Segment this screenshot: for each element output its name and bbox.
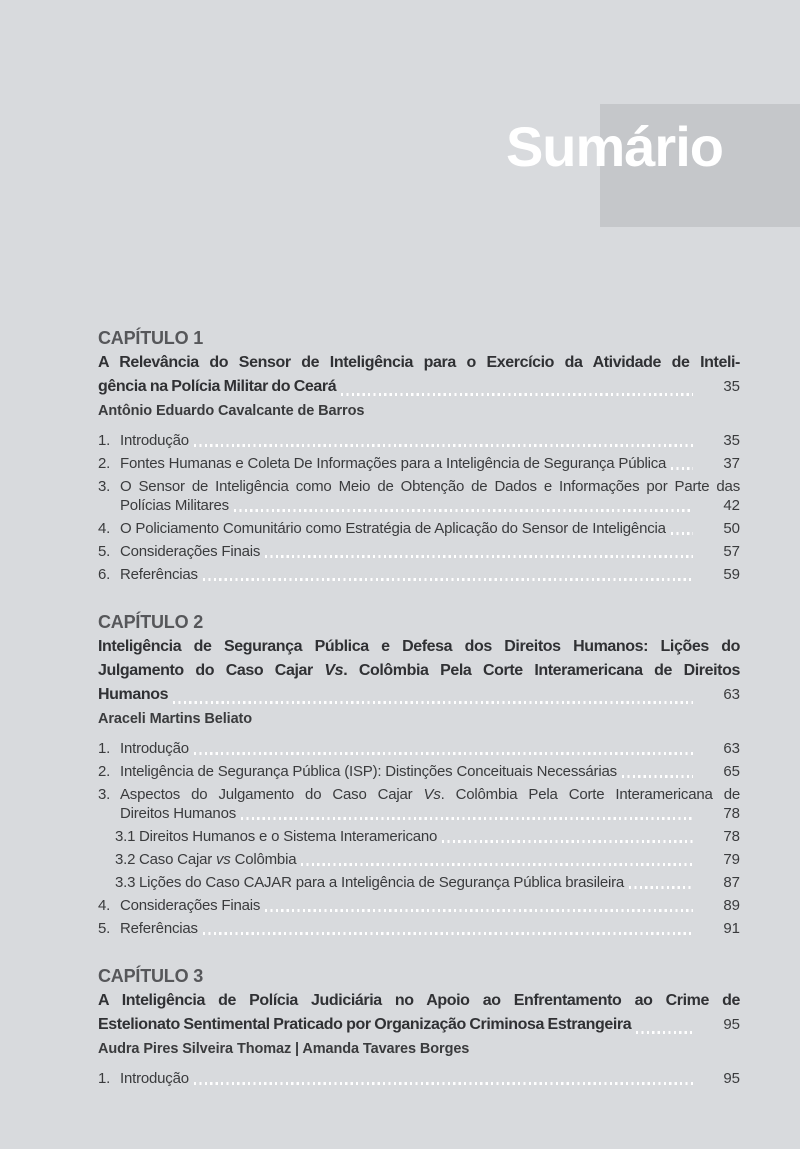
item-body (120, 431, 740, 450)
text-segment: Colômbia (230, 851, 297, 868)
text-segment: Fontes Humanas e Coleta De Informações para a Inteligência de Segurança Pública (120, 455, 667, 472)
toc-item (98, 785, 740, 823)
item-body (139, 850, 740, 869)
dot-leader (301, 863, 693, 866)
toc-item (115, 850, 740, 869)
item-number: 3.3 (115, 874, 136, 891)
page-number: 79 (723, 851, 740, 868)
toc-item (98, 762, 740, 781)
item-number: 2. (98, 763, 111, 780)
chapter-section (98, 964, 740, 1088)
item-line (120, 896, 740, 915)
toc-item (98, 739, 740, 758)
page-number: 50 (723, 520, 740, 537)
dot-leader (265, 555, 693, 558)
dot-leader (341, 393, 693, 396)
text-segment: Considerações Finais (120, 897, 261, 914)
text-segment: Inteligência de Segurança Pública (ISP): Distinções Conceituais Necessárias (120, 763, 617, 780)
text-segment: O Sensor de Inteligência como Meio de Obtenção de Dados e Informações por Parte das (120, 478, 740, 495)
item-text (120, 804, 236, 823)
toc-item (98, 431, 740, 450)
item-body (139, 827, 740, 846)
text-segment: Julgamento do Caso Cajar (98, 662, 325, 679)
item-number: 5. (98, 920, 111, 937)
text-segment: Direitos Humanos e o Sistema Interamericano (139, 828, 438, 845)
toc-item (98, 477, 740, 515)
item-text (120, 896, 260, 915)
toc-item (115, 827, 740, 846)
text-segment: Introdução (120, 740, 189, 757)
item-line (120, 762, 740, 781)
page-number: 59 (723, 566, 740, 583)
text-segment: Introdução (120, 432, 189, 449)
item-text (120, 1069, 189, 1088)
page-number: 35 (723, 378, 740, 395)
item-body (139, 873, 740, 892)
item-body (120, 896, 740, 915)
chapter-title-line (98, 659, 740, 683)
chapter-title-line (98, 351, 740, 375)
chapter-title (98, 989, 740, 1037)
page-number: 37 (723, 455, 740, 472)
toc-item (98, 896, 740, 915)
item-text (120, 762, 617, 781)
item-number: 3. (98, 478, 111, 495)
item-line (120, 565, 740, 584)
item-text (139, 850, 296, 869)
dot-leader (203, 578, 693, 581)
page-number: 87 (723, 874, 740, 891)
text-segment: Vs (423, 786, 441, 803)
text-segment: Direitos Humanos (120, 805, 237, 822)
chapter-title (98, 351, 740, 399)
text-segment: A Inteligência de Polícia Judiciária no Apoio ao Enfrentamento ao Crime de (98, 992, 740, 1009)
chapter-title-line (98, 375, 740, 399)
chapter-title-text (98, 683, 168, 707)
item-text (139, 873, 624, 892)
item-text (120, 431, 189, 450)
page-number: 63 (723, 686, 740, 703)
item-body (120, 454, 740, 473)
dot-leader (265, 909, 693, 912)
item-text (120, 519, 666, 538)
item-number: 1. (98, 740, 111, 757)
item-number: 4. (98, 520, 111, 537)
dot-leader (241, 817, 693, 820)
chapter-section (98, 326, 740, 584)
chapter-title-line (98, 683, 740, 707)
item-line (139, 827, 740, 846)
text-segment: . Colômbia Pela Corte Interamericana de (440, 786, 740, 803)
page-number: 42 (723, 497, 740, 514)
item-line (120, 431, 740, 450)
item-body (120, 542, 740, 561)
item-body (120, 1069, 740, 1088)
dot-leader (203, 932, 693, 935)
item-body (120, 739, 740, 758)
dot-leader (194, 1082, 693, 1085)
dot-leader (671, 467, 693, 470)
dot-leader (194, 752, 693, 755)
item-line (120, 739, 740, 758)
text-segment: Aspectos do Julgamento do Caso Cajar (120, 786, 424, 803)
text-segment: Considerações Finais (120, 543, 261, 560)
item-text (120, 542, 260, 561)
page-number: 57 (723, 543, 740, 560)
chapter-title-line (98, 989, 740, 1013)
page-number: 95 (723, 1016, 740, 1033)
item-body (120, 519, 740, 538)
item-number: 6. (98, 566, 111, 583)
item-number: 1. (98, 432, 111, 449)
text-segment: Polícias Militares (120, 497, 229, 514)
toc (98, 326, 740, 1092)
text-segment: O Policiamento Comunitário como Estratégia de Aplicação do Sensor de Inteligência (120, 520, 666, 537)
item-text (120, 739, 189, 758)
item-line (120, 542, 740, 561)
item-line (120, 496, 740, 515)
page-number: 78 (723, 805, 740, 822)
item-line (120, 804, 740, 823)
dot-leader (629, 886, 693, 889)
item-text (120, 919, 198, 938)
item-text (120, 496, 229, 515)
item-line (139, 850, 740, 869)
item-text (120, 565, 198, 584)
text-segment: A Relevância do Sensor de Inteligência para o Exercício da Atividade de Inteli- (98, 354, 740, 371)
toc-item (98, 919, 740, 938)
dot-leader (194, 444, 693, 447)
author-line: Antônio Eduardo Cavalcante de Barros (98, 403, 365, 419)
toc-item (98, 542, 740, 561)
text-segment: . Colômbia Pela Corte Interamericana de Direitos (343, 662, 740, 679)
text-segment: Lições do Caso CAJAR para a Inteligência de Segurança Pública brasileira (139, 874, 625, 891)
chapter-title-text (98, 375, 336, 399)
dot-leader (234, 509, 693, 512)
item-text (120, 454, 666, 473)
item-body (120, 565, 740, 584)
text-segment: Inteligência de Segurança Pública e Defesa dos Direitos Humanos: Lições do (98, 638, 740, 655)
toc-item (98, 1069, 740, 1088)
text-segment: Caso Cajar (139, 851, 216, 868)
chapter-title (98, 635, 740, 707)
page-number: 89 (723, 897, 740, 914)
text-segment: Humanos (98, 686, 169, 703)
item-number: 3.1 (115, 828, 136, 845)
text-segment: gência na Polícia Militar do Ceará (98, 378, 337, 395)
chapter-title-text (98, 1013, 631, 1037)
text-segment: vs (216, 851, 231, 868)
text-segment: Vs (324, 662, 344, 679)
dot-leader (671, 532, 693, 535)
item-number: 5. (98, 543, 111, 560)
toc-item (98, 454, 740, 473)
text-segment: Referências (120, 566, 198, 583)
toc-items (98, 431, 740, 584)
dot-leader (636, 1031, 693, 1034)
toc-item (115, 873, 740, 892)
chapter-label: CAPÍTULO 1 (98, 328, 204, 348)
text-segment: Introdução (120, 1070, 189, 1087)
item-line (139, 873, 740, 892)
toc-items (98, 739, 740, 938)
item-number: 3. (98, 786, 111, 803)
author-line: Araceli Martins Beliato (98, 711, 253, 727)
item-body (120, 919, 740, 938)
chapter-section (98, 610, 740, 938)
dot-leader (622, 775, 693, 778)
chapter-title-line (98, 635, 740, 659)
toc-item (98, 519, 740, 538)
item-line (120, 477, 740, 496)
author-line: Audra Pires Silveira Thomaz | Amanda Tavares Borges (98, 1041, 470, 1057)
item-number: 2. (98, 455, 111, 472)
item-line (120, 785, 740, 804)
page-number: 35 (723, 432, 740, 449)
item-number: 3.2 (115, 851, 136, 868)
text-segment: Referências (120, 920, 198, 937)
page-number: 91 (723, 920, 740, 937)
item-body (120, 785, 740, 823)
page-number: 78 (723, 828, 740, 845)
item-number: 4. (98, 897, 111, 914)
item-body (120, 477, 740, 515)
page-number: 65 (723, 763, 740, 780)
dot-leader (442, 840, 693, 843)
text-segment: Estelionato Sentimental Praticado por Organização Criminosa Estrangeira (98, 1016, 632, 1033)
chapter-label: CAPÍTULO 3 (98, 966, 204, 986)
dot-leader (173, 701, 693, 704)
toc-item (98, 565, 740, 584)
item-line (120, 919, 740, 938)
page-number: 63 (723, 740, 740, 757)
chapter-title-line (98, 1013, 740, 1037)
item-line (120, 454, 740, 473)
page-number: 95 (723, 1070, 740, 1087)
page-title: Sumário (505, 115, 723, 178)
item-line (120, 1069, 740, 1088)
item-text (139, 827, 437, 846)
item-body (120, 762, 740, 781)
chapter-label: CAPÍTULO 2 (98, 612, 204, 632)
toc-items (98, 1069, 740, 1088)
item-number: 1. (98, 1070, 111, 1087)
item-line (120, 519, 740, 538)
